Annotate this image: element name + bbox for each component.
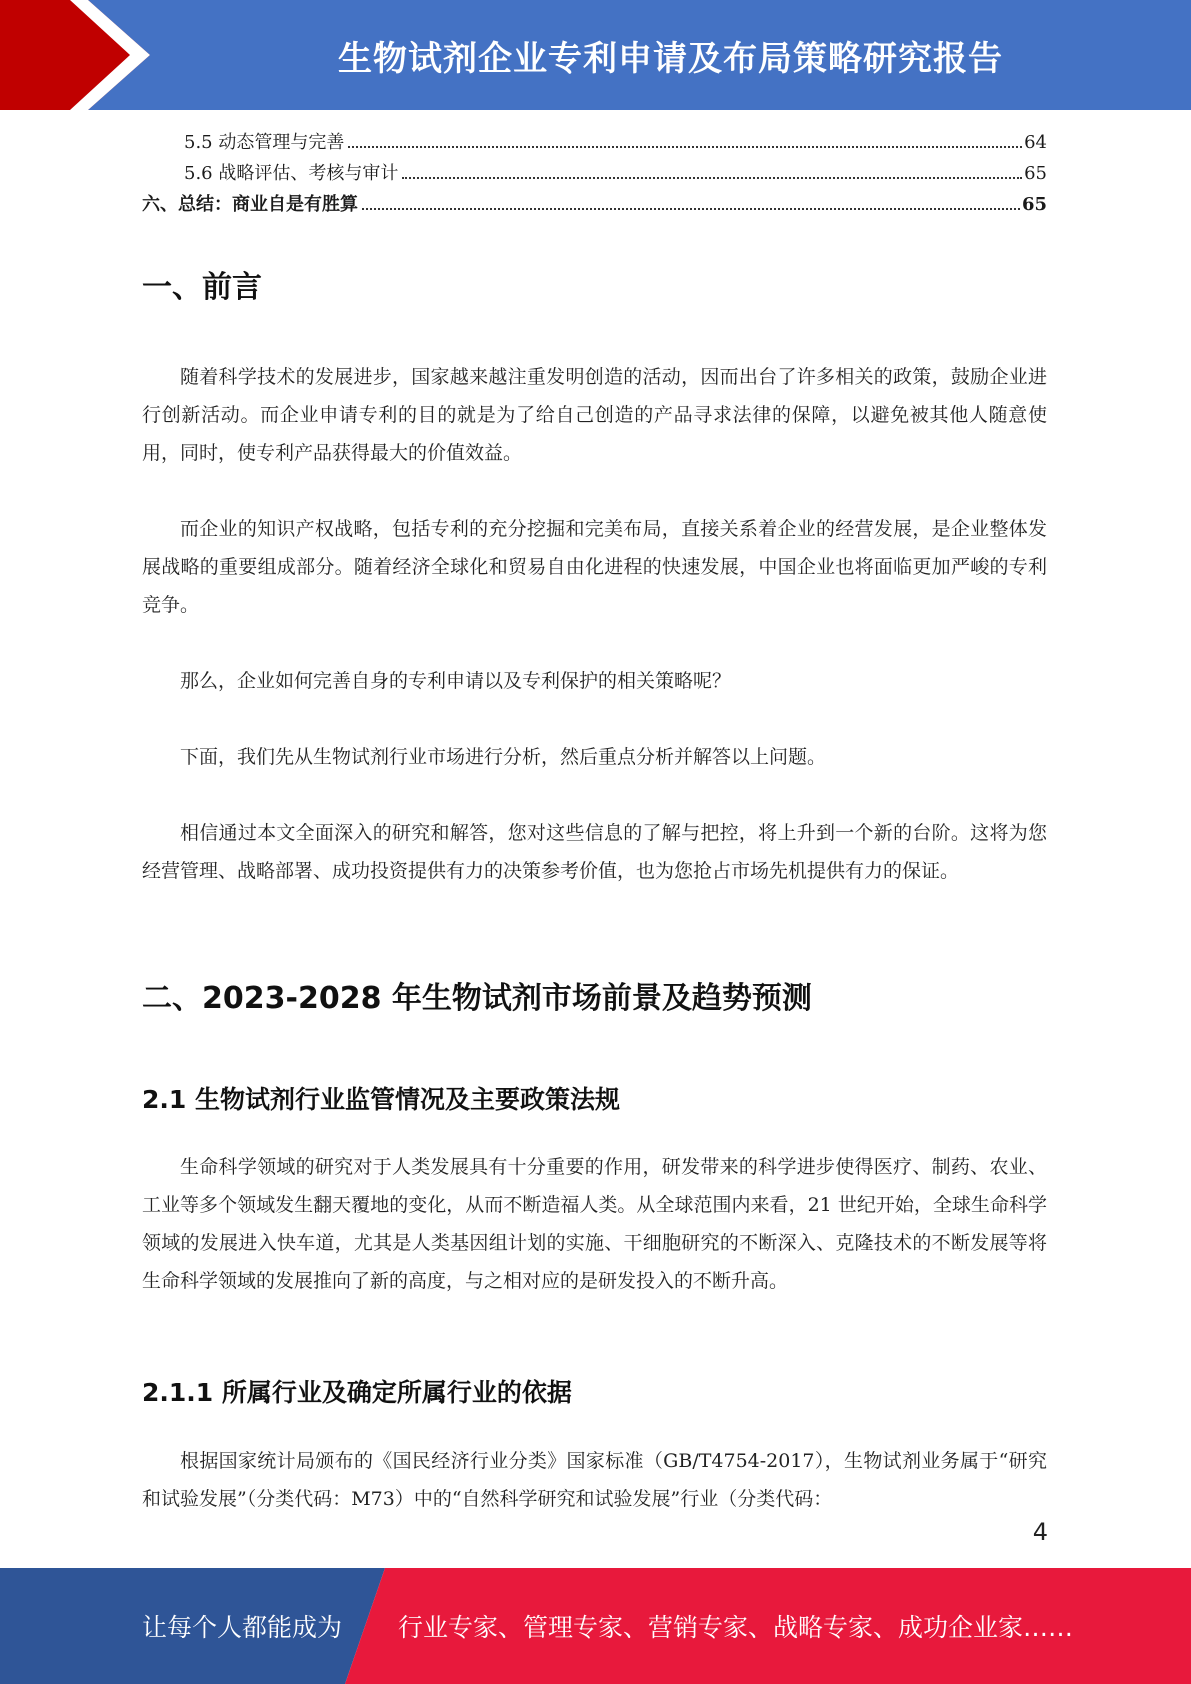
report-header-band <box>0 0 1191 110</box>
paragraph: 下面，我们先从生物试剂行业市场进行分析，然后重点分析并解答以上问题。 <box>180 746 827 768</box>
red-chevron-decoration <box>0 0 150 110</box>
paragraph: 根据国家统计局颁布的《国民经济行业分类》国家标准（GB/T4754-2017），生物试剂业务属于“研究和试验发展”（分类代码：M73）中的“自然科学研究和试验发展”行业（分类代码： <box>142 1450 1047 1510</box>
paragraph: 随着科学技术的发展进步，国家越来越注重发明创造的活动，因而出台了许多相关的政策，鼓励企业进行创新活动。而企业申请专利的目的就是为了给自己创造的产品寻求法律的保障，以避免被其他人随意使用，同时，使专利产品获得最大的价值效益。 <box>142 366 1047 464</box>
footer-band <box>0 1568 1191 1684</box>
toc-entry[interactable] <box>142 159 1047 190</box>
toc-entry-title: 六、总结：商业自是有胜算 <box>142 194 358 215</box>
table-of-contents <box>142 128 1047 221</box>
toc-leader-dots <box>362 208 1020 210</box>
paragraph: 生命科学领域的研究对于人类发展具有十分重要的作用，研发带来的科学进步使得医疗、制药、农业、工业等多个领域发生翻天覆地的变化，从而不断造福人类。从全球范围内来看，21 世纪开始，全球生命科学领域的发展进入快车道，尤其是人类基因组计划的实施、干细胞研究的不断深入、克隆技术的不断发展等将生命科学领域的发展推向了新的高度，与之相对应的是研发投入的不断升高。 <box>142 1156 1047 1292</box>
paragraph: 而企业的知识产权战略，包括专利的充分挖掘和完美布局，直接关系着企业的经营发展，是企业整体发展战略的重要组成部分。随着经济全球化和贸易自由化进程的快速发展，中国企业也将面临更加严峻的专利竞争。 <box>142 518 1047 616</box>
toc-leader-dots <box>402 177 1022 179</box>
toc-leader-dots <box>348 146 1022 148</box>
paragraph: 相信通过本文全面深入的研究和解答，您对这些信息的了解与把控，将上升到一个新的台阶。这将为您经营管理、战略部署、成功投资提供有力的决策参考价值，也为您抢占市场先机提供有力的保证。 <box>142 822 1047 882</box>
footer-slogan-left: 让每个人都能成为 <box>142 1613 343 1642</box>
toc-entry-title: 5.6 战略评估、考核与审计 <box>184 163 399 184</box>
toc-entry-title: 5.5 动态管理与完善 <box>184 132 345 153</box>
paragraph: 那么，企业如何完善自身的专利申请以及专利保护的相关策略呢？ <box>180 670 732 692</box>
page-number: 4 <box>1032 1518 1048 1546</box>
section-heading-preface: 一、前言 <box>142 270 262 305</box>
subsection-heading-regulation: 2.1 生物试剂行业监管情况及主要政策法规 <box>142 1085 620 1114</box>
footer-slogan-right: 行业专家、管理专家、营销专家、战略专家、成功企业家…… <box>398 1613 1074 1642</box>
toc-entry-page: 65 <box>1021 194 1047 215</box>
section-heading-market-outlook: 二、2023-2028 年生物试剂市场前景及趋势预测 <box>142 981 812 1016</box>
toc-entry-page: 64 <box>1024 132 1047 153</box>
subsection-heading-industry-classification: 2.1.1 所属行业及确定所属行业的依据 <box>142 1378 572 1407</box>
toc-entry[interactable] <box>142 190 1047 221</box>
toc-entry[interactable] <box>142 128 1047 159</box>
toc-entry-page: 65 <box>1024 163 1047 184</box>
report-title: 生物试剂企业专利申请及布局策略研究报告 <box>338 38 1003 79</box>
